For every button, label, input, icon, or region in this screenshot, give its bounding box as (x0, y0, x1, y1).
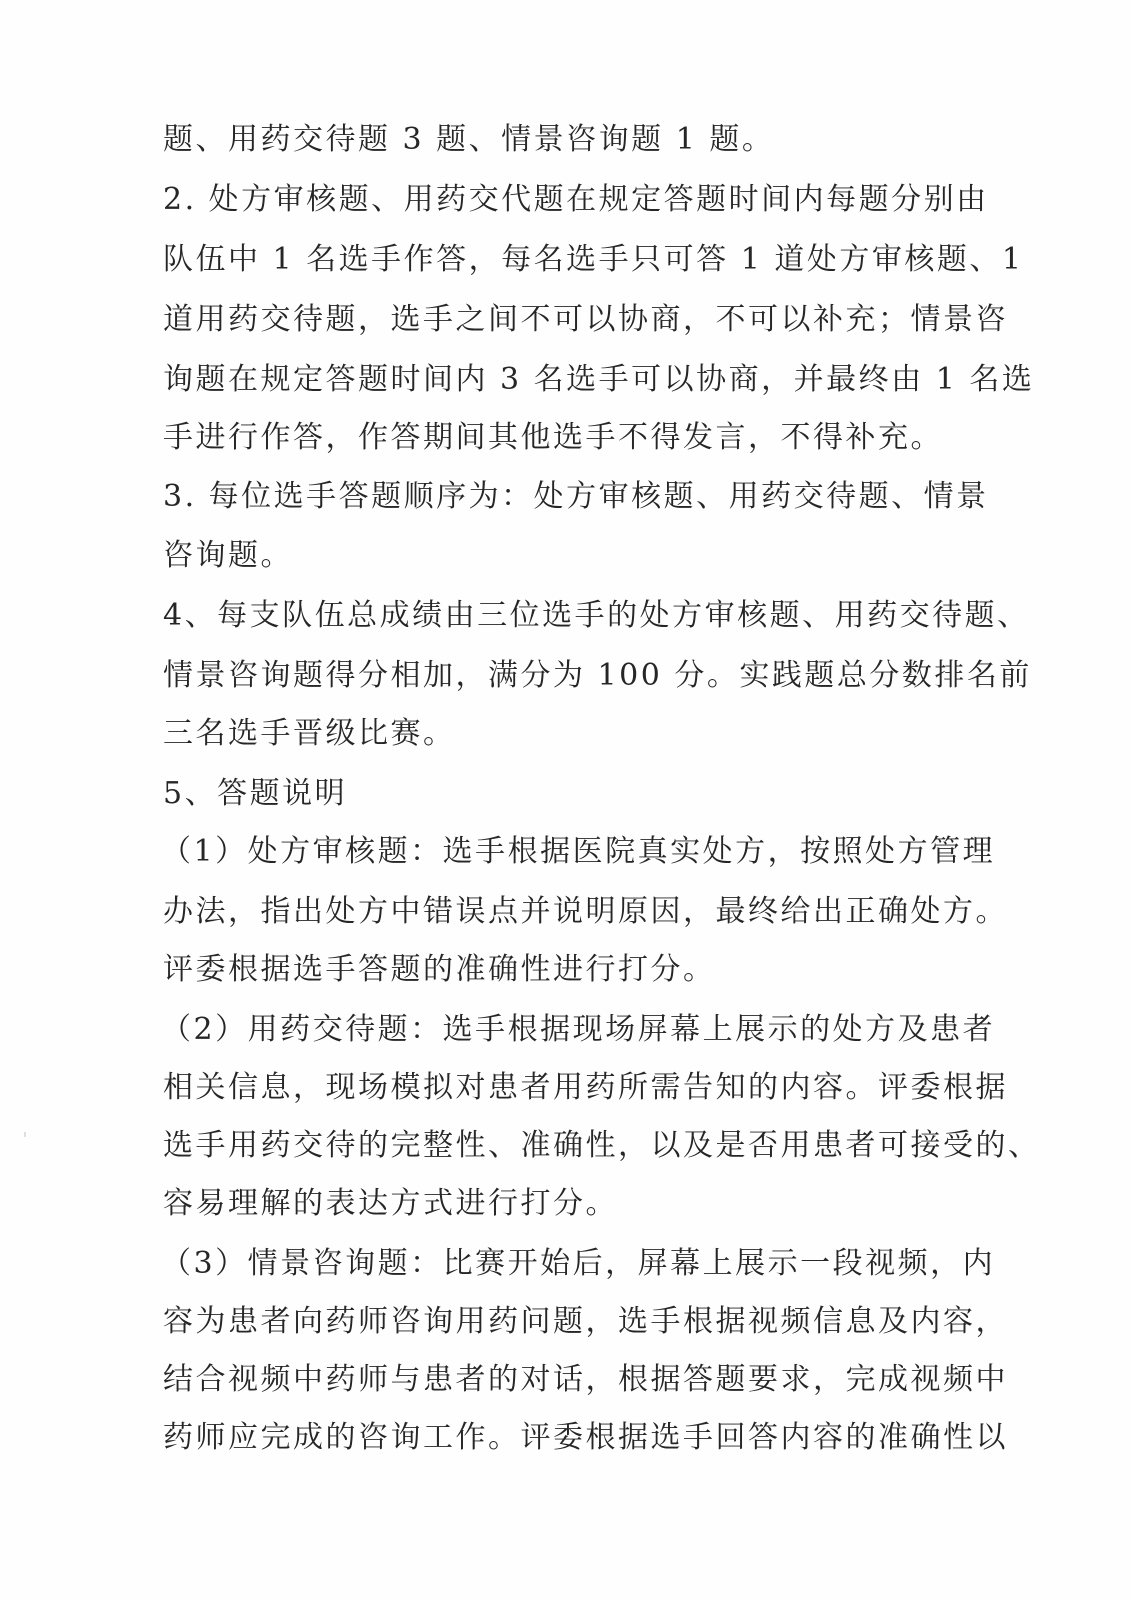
text-line: 2. 处方审核题、用药交代题在规定答题时间内每题分别由 (163, 182, 989, 217)
text-line: （2）用药交待题：选手根据现场屏幕上展示的处方及患者 (161, 1012, 996, 1047)
text-line: 题、用药交待题 3 题、情景咨询题 1 题。 (163, 122, 775, 157)
text-line: （3）情景咨询题：比赛开始后，屏幕上展示一段视频，内 (161, 1246, 996, 1281)
text-line: 评委根据选手答题的准确性进行打分。 (163, 952, 716, 987)
text-line: 3. 每位选手答题顺序为：处方审核题、用药交待题、情景 (163, 479, 989, 514)
text-line: 手进行作答，作答期间其他选手不得发言，不得补充。 (163, 420, 943, 455)
text-line: 容为患者向药师咨询用药问题，选手根据视频信息及内容， (163, 1304, 1008, 1339)
text-line: 三名选手晋级比赛。 (163, 716, 456, 751)
text-line: 询题在规定答题时间内 3 名选手可以协商，并最终由 1 名选 (163, 362, 1035, 397)
text-line: 队伍中 1 名选手作答，每名选手只可答 1 道处方审核题、1 (163, 242, 1024, 277)
section-heading: 5、答题说明 (163, 776, 348, 811)
text-line: 道用药交待题，选手之间不可以协商，不可以补充；情景咨 (163, 302, 1008, 337)
text-line: 咨询题。 (163, 538, 293, 573)
text-line: 结合视频中药师与患者的对话，根据答题要求，完成视频中 (163, 1362, 1008, 1397)
text-line: 相关信息，现场模拟对患者用药所需告知的内容。评委根据 (163, 1070, 1008, 1105)
text-line: （1）处方审核题：选手根据医院真实处方，按照处方管理 (161, 834, 996, 869)
text-line: 情景咨询题得分相加，满分为 100 分。实践题总分数排名前 (163, 658, 1032, 693)
scan-speck (24, 1132, 26, 1137)
text-line: 容易理解的表达方式进行打分。 (163, 1186, 618, 1221)
text-line: 4、每支队伍总成绩由三位选手的处方审核题、用药交待题、 (163, 598, 1030, 633)
text-line: 选手用药交待的完整性、准确性，以及是否用患者可接受的、 (163, 1128, 1041, 1163)
text-line: 办法，指出处方中错误点并说明原因，最终给出正确处方。 (163, 894, 1008, 929)
text-line: 药师应完成的咨询工作。评委根据选手回答内容的准确性以 (163, 1420, 1008, 1455)
